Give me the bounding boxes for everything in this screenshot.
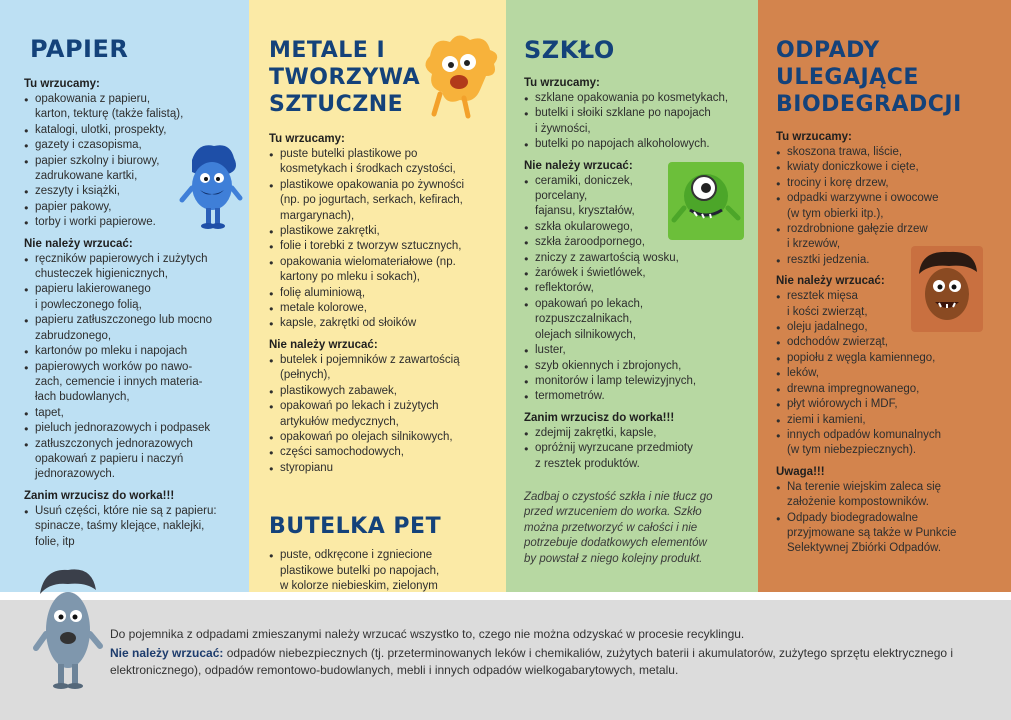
list-item: ● popiołu z węgla kamiennego, [776,351,1001,366]
list-item: ● plastikowych zabawek, [269,384,496,399]
brown-bio-mascot-icon [909,244,985,334]
szklo-out-label: Nie należy wrzucać: [524,159,633,172]
list-item: ● żarówek i świetlówek, [524,266,748,281]
papier-title: PAPIER [30,35,129,63]
grey-mixed-waste-mascot-icon [30,564,104,696]
list-item: ● trociny i korę drzew, [776,176,1001,191]
list-item: ● opakowania z papieru, karton, tekturę (także falistą), [24,92,239,123]
list-item: ● monitorów i lamp telewizyjnych, [524,374,748,389]
footer-mixed-waste [0,600,1011,720]
papier-tip-list [24,504,239,550]
bio-title-line3: BIODEGRADCJI [776,92,962,117]
list-item: ● opakowań po lekach, rozpuszczalnikach, olejach silnikowych, [524,297,748,343]
metale-out-list [269,353,496,476]
column-szklo [506,0,758,592]
metale-out-label: Nie należy wrzucać: [269,338,378,351]
green-glass-mascot-icon [664,158,748,244]
bio-out-label: Nie należy wrzucać: [776,275,885,288]
list-item: ● papieru lakierowanego i powleczonego folią, [24,282,239,313]
list-item: ● kapsle, zakrętki od słoików [269,316,496,331]
list-item: ● zdejmij zakrętki, kapsle, [524,426,748,441]
list-item: ● Na terenie wiejskim zaleca się założenie kompostowników. [776,480,1001,511]
bio-warn-list [776,480,1001,557]
list-item: ● innych odpadów komunalnych (w tym niebezpiecznych). [776,428,1001,459]
list-item: ● Usuń części, które nie są z papieru: spinacze, taśmy klejące, naklejki, folie, itp [24,504,239,550]
list-item: ● oleju jadalnego, [776,320,1001,335]
list-item: ● butelki i słoiki szklane po napojach i żywności, [524,106,748,137]
list-item: ● zatłuszczonych jednorazowych opakowań z papieru i naczyń jednorazowych. [24,437,239,483]
list-item: ● szklane opakowania po kosmetykach, [524,91,748,106]
list-item: ● odpadki warzywne i owocowe (w tym obierki itp.), [776,191,1001,222]
orange-flame-mascot-icon [410,30,502,120]
list-item: ● ziemi i kamieni, [776,413,1001,428]
list-item: ● kwiaty doniczkowe i cięte, [776,160,1001,175]
footer-bold-label: Nie należy wrzucać: [110,646,224,660]
list-item: ● plastikowe zakrętki, [269,224,496,239]
list-item: ● metale kolorowe, [269,301,496,316]
list-item: ● papier szkolny i biurowy, zadrukowane kartki, [24,154,239,185]
bio-warn-label: Uwaga!!! [776,465,825,478]
metale-in-label: Tu wrzucamy: [269,133,345,145]
list-item: ● ręczników papierowych i zużytych chusteczek higienicznych, [24,252,239,283]
list-item: ● folię aluminiową, [269,286,496,301]
metale-in-list [269,147,496,332]
list-item: ● gazety i czasopisma, [24,138,239,153]
szklo-tip-list [524,426,748,472]
footer-line2 [110,645,990,679]
szklo-tip-label: Zanim wrzucisz do worka!!! [524,411,675,424]
list-item: ● resztek mięsa i kości zwierząt, [776,289,1001,320]
pet-title: BUTELKA PET [269,514,442,540]
list-item: ● folie i torebki z tworzyw sztucznych, [269,239,496,254]
blue-paper-mascot-icon [178,140,244,232]
list-item: ● styropianu [269,461,496,476]
bio-in-label: Tu wrzucamy: [776,131,852,143]
list-item: ● szyb okiennych i zbrojonych, [524,359,748,374]
list-item: ● ceramiki, doniczek, porcelany, fajansu, kryształów, [524,174,748,220]
list-item: ● zniczy z zawartością wosku, [524,251,748,266]
list-item: ● plastikowe opakowania po żywności (np. po jogurtach, serkach, kefirach, margarynach), [269,178,496,224]
list-item: ● skoszona trawa, liście, [776,145,1001,160]
papier-out-label: Nie należy wrzucać: [24,237,133,250]
bio-title-line2: ULEGAJĄCE [776,65,919,90]
list-item: ● papierowych worków po nawo- zach, cemencie i innych materia- łach budowlanych, [24,360,239,406]
bio-title-line1: ODPADY [776,38,880,63]
metale-title-line2: TWORZYWA [269,65,421,90]
papier-out-list [24,252,239,483]
metale-title-line3: SZTUCZNE [269,92,404,117]
list-item: ● drewna impregnowanego, [776,382,1001,397]
list-item: ● katalogi, ulotki, prospekty, [24,123,239,138]
list-item: ● szkła okularowego, [524,220,748,235]
list-item: ● Odpady biodegradowalne przyjmowane są także w Punkcie Selektywnej Zbiórki Odpadów. [776,511,1001,557]
list-item: ● kartonów po mleku i napojach [24,344,239,359]
divider-strip [0,592,1011,600]
list-item: ● części samochodowych, [269,445,496,460]
list-item: ● tapet, [24,406,239,421]
szklo-title: SZKŁO [524,36,615,64]
list-item: ● resztki jedzenia. [776,253,1001,268]
list-item: ● opróżnij wyrzucane przedmioty z resztek produktów. [524,441,748,472]
bio-title [776,37,1001,118]
list-item: ● puste butelki plastikowe po kosmetykach i środkach czystości, [269,147,496,178]
list-item: ● leków, [776,366,1001,381]
list-item: ● butelki po napojach alkoholowych. [524,137,748,152]
list-item: ● papier pakowy, [24,200,239,215]
list-item: ● opakowania wielomateriałowe (np. kartony po mleku i sokach), [269,255,496,286]
szklo-in-label: Tu wrzucamy: [524,77,600,89]
metale-title-line1: METALE I [269,38,386,63]
list-item: ● termometrów. [524,389,748,404]
list-item: ● opakowań po lekach i zużytych artykułów medycznych, [269,399,496,430]
list-item: ● luster, [524,343,748,358]
list-item: ● płyt wiórowych i MDF, [776,397,1001,412]
list-item: ● szkła żaroodpornego, [524,235,748,250]
list-item: ● torby i worki papierowe. [24,215,239,230]
list-item: ● odchodów zwierząt, [776,335,1001,350]
list-item: ● papieru zatłuszczonego lub mocno zabrudzonego, [24,313,239,344]
szklo-note: Zadbaj o czystość szkła i nie tłucz go przed wrzuceniem do worka. Szkło można przetworzyć w całości i nie potrzebuje dodatkowych elementów by powstał z niego kolejny produkt. [524,490,713,565]
szklo-in-list [524,91,748,153]
list-item: ● reflektorów, [524,281,748,296]
list-item: ● zeszyty i książki, [24,184,239,199]
column-papier [0,0,249,592]
list-item: ● rozdrobnione gałęzie drzew i krzewów, [776,222,1001,253]
footer-line1: Do pojemnika z odpadami zmieszanymi należy wrzucać wszystko to, czego nie można odzyskać w procesie recyklingu. [110,627,745,641]
papier-in-label: Tu wrzucamy: [24,78,100,90]
list-item: ● butelek i pojemników z zawartością (pełnych), [269,353,496,384]
footer-line2-text: odpadów niebezpiecznych (tj. przeterminowanych leków i chemikaliów, zużytych baterii i akumulatorów, zużytego sprzętu elektrycznego i elektronicznego), odpadów remontowo-budowlanych, mebli i innych odpadów wielkogabarytowych, metalu. [110,646,954,677]
list-item: ● opakowań po olejach silnikowych, [269,430,496,445]
papier-tip-label: Zanim wrzucisz do worka!!! [24,489,175,502]
list-item: ● puste, odkręcone i zgniecione plastikowe butelki po napojach, w kolorze niebieskim, zielonym [269,548,496,610]
list-item: ● pieluch jednorazowych i podpasek [24,421,239,436]
